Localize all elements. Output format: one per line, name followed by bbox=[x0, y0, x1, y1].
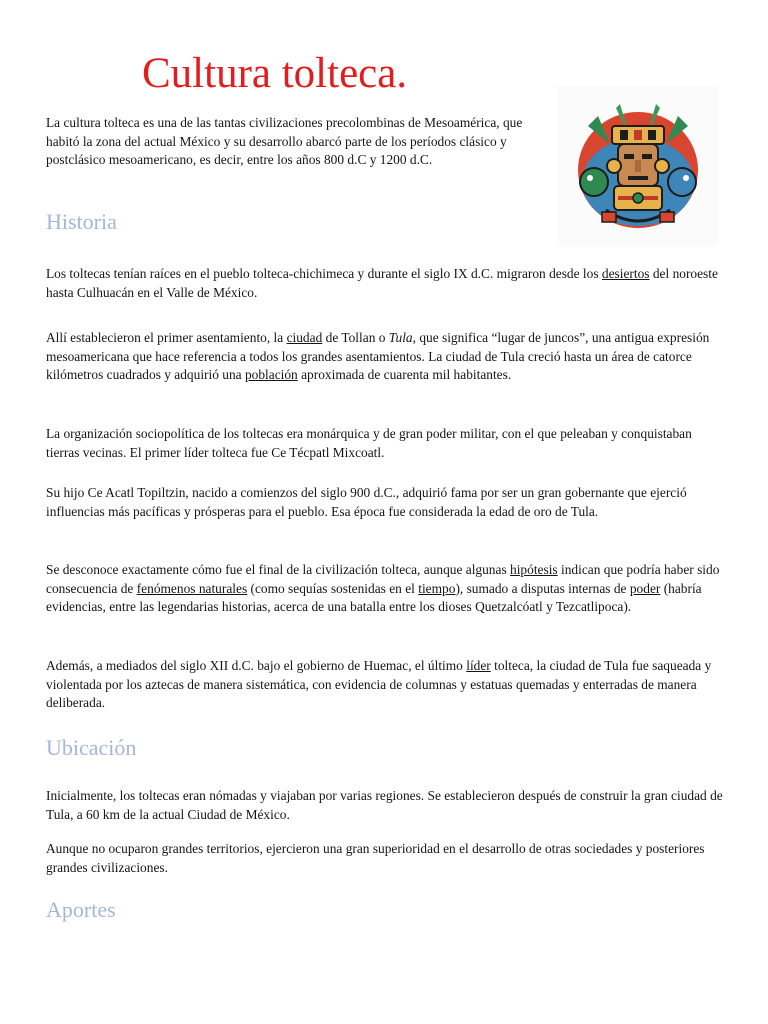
inline-link[interactable]: ciudad bbox=[286, 330, 323, 345]
inline-link[interactable]: fenómenos naturales bbox=[136, 580, 248, 596]
italic-text: Tula bbox=[388, 330, 413, 345]
toltec-warrior-illustration-icon bbox=[558, 86, 718, 246]
text-run: La organización sociopolítica de los toltecas era monárquica y de gran poder militar, con el que peleaban y conquistaban tierras vecinas. El primer líder tolteca fue Ce Técpatl Mixcoatl. bbox=[46, 426, 692, 460]
text-run: (habría evidencias, entre las legendarias historias, acerca de una batalla entre los dioses Quetzalcóatl y Tezcatlipoca). bbox=[46, 580, 702, 615]
text-run: , que significa “lugar de juncos”, una antigua expresión mesoamericana que hace referencia a todos los grandes asentamientos. La ciudad de Tula creció hasta un área de catorce kilómetros cuadrados y adquirió una bbox=[46, 330, 710, 383]
page-title: Cultura tolteca. bbox=[142, 50, 408, 97]
inline-link[interactable]: líder bbox=[466, 658, 491, 673]
historia-paragraph-3 bbox=[46, 425, 726, 462]
text-run: tolteca, la ciudad de Tula fue saqueada y violentada por los aztecas de manera sistemática, con evidencia de columnas y estatuas quemadas y enterradas de manera deliberada. bbox=[46, 658, 712, 711]
text-run: ), sumado a disputas internas de bbox=[455, 580, 630, 596]
heading-historia: Historia bbox=[46, 209, 117, 234]
historia-paragraph-4 bbox=[46, 484, 726, 521]
text-run: Se desconoce exactamente cómo fue el final de la civilización tolteca, aunque algunas bbox=[46, 562, 511, 577]
inline-link[interactable]: tiempo bbox=[418, 580, 456, 596]
inline-link[interactable]: hipótesis bbox=[510, 562, 558, 577]
text-run: indican que podría haber sido consecuencia de bbox=[46, 562, 720, 596]
text-run: Inicialmente, los toltecas eran nómadas y viajaban por varias regiones. Se establecieron después de construir la gran ciudad de Tula, a 60 km de la actual Ciudad de México. bbox=[46, 788, 723, 822]
heading-ubicacion: Ubicación bbox=[46, 735, 137, 760]
historia-paragraph-5 bbox=[46, 561, 726, 617]
intro-paragraph bbox=[46, 114, 546, 170]
text-run: Además, a mediados del siglo XII d.C. bajo el gobierno de Huemac, el último bbox=[46, 658, 467, 673]
inline-link[interactable]: desiertos bbox=[601, 266, 650, 281]
text-run: aproximada de cuarenta mil habitantes. bbox=[297, 367, 512, 383]
text-run: Aunque no ocuparon grandes territorios, ejercieron una gran superioridad en el desarrollo de otras sociedades y posteriores grandes civilizaciones. bbox=[46, 841, 705, 875]
historia-paragraph-2 bbox=[46, 329, 726, 385]
heading-aportes: Aportes bbox=[46, 897, 116, 922]
historia-paragraph-1 bbox=[46, 265, 726, 302]
text-run: La cultura tolteca es una de las tantas civilizaciones precolombinas de Mesoamérica, que habitó la zona del actual México y su desarrollo abarcó parte de los períodos clásico y postclásico mesoamericano, es decir, entre los años 800 d.C y 1200 d.C. bbox=[46, 115, 523, 168]
historia-paragraph-6 bbox=[46, 657, 726, 713]
ubicacion-paragraph-1 bbox=[46, 787, 726, 824]
text-run: Los toltecas tenían raíces en el pueblo tolteca-chichimeca y durante el siglo IX d.C. migraron desde los bbox=[46, 266, 602, 281]
text-run: Allí establecieron el primer asentamiento, la bbox=[46, 330, 287, 345]
inline-link[interactable]: población bbox=[244, 367, 298, 383]
text-run: del noroeste hasta Culhuacán en el Valle de México. bbox=[46, 266, 718, 300]
ubicacion-paragraph-2 bbox=[46, 840, 726, 877]
text-run: Su hijo Ce Acatl Topiltzin, nacido a comienzos del siglo 900 d.C., adquirió fama por ser un gran gobernante que ejerció influencias más pacíficas y prósperas para el pueblo. Esa época fue considerada la edad de oro de Tula. bbox=[46, 485, 687, 519]
text-run: (como sequías sostenidas en el bbox=[247, 580, 419, 596]
inline-link[interactable]: poder bbox=[629, 580, 661, 596]
text-run: de Tollan o bbox=[322, 330, 389, 345]
